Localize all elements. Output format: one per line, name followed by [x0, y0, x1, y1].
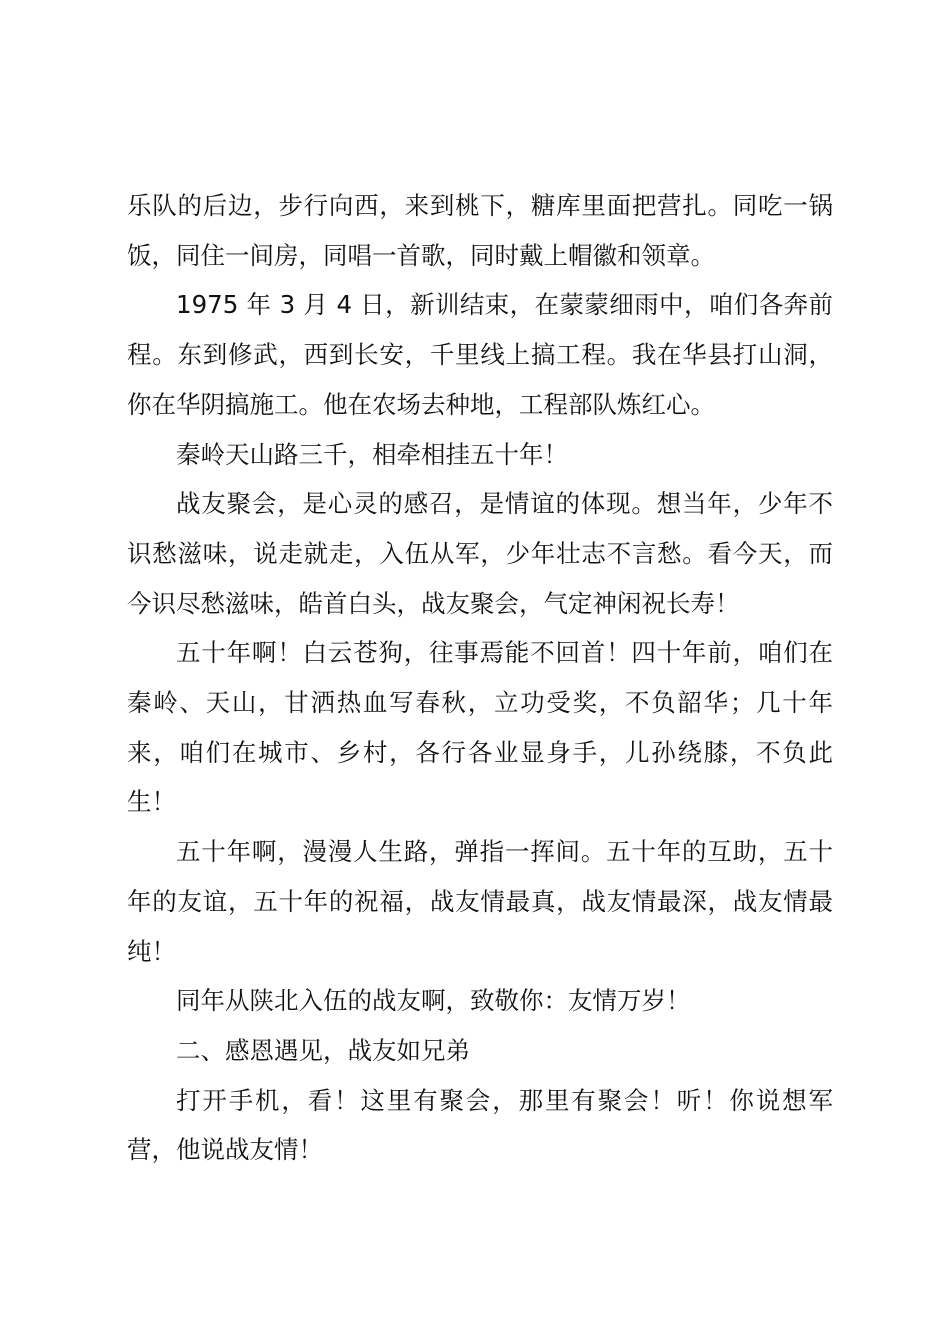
paragraph-open-phone: 打开手机，看！这里有聚会，那里有聚会！听！你说想军营，他说战友情！ — [127, 1085, 833, 1165]
paragraph-qinling-tianshan: 秦岭天山路三千，相牵相挂五十年！ — [176, 439, 568, 469]
document-body — [127, 181, 833, 1175]
paragraph-fifty-years-2: 五十年啊，漫漫人生路，弹指一挥间。五十年的互助，五十年的友谊，五十年的祝福，战友情最真，战友情最深，战友情最纯！ — [127, 837, 833, 966]
paragraph-continuation: 乐队的后边，步行向西，来到桃下，糖库里面把营扎。同吃一锅饭，同住一间房，同唱一首歌，同时戴上帽徽和领章。 — [127, 191, 833, 270]
section-heading: 二、感恩遇见，战友如兄弟 — [176, 1035, 470, 1065]
paragraph-salute: 同年从陕北入伍的战友啊，致敬你：友情万岁！ — [176, 986, 691, 1016]
paragraph-training-end: 1975 年 3 月 4 日，新训结束，在蒙蒙细雨中，咱们各奔前程。东到修武，西到长安，千里线上搞工程。我在华县打山洞，你在华阴搞施工。他在农场去种地，工程部队炼红心。 — [127, 290, 833, 419]
paragraph-reunion: 战友聚会，是心灵的感召，是情谊的体现。想当年，少年不识愁滋味，说走就走，入伍从军，少年壮志不言愁。看今天，而今识尽愁滋味，皓首白头，战友聚会，气定神闲祝长寿！ — [127, 489, 833, 618]
paragraph-fifty-years-1: 五十年啊！白云苍狗，往事焉能不回首！四十年前，咱们在秦岭、天山，甘洒热血写春秋，立功受奖，不负韶华；几十年来，咱们在城市、乡村，各行各业显身手，儿孙绕膝，不负此生！ — [127, 638, 833, 817]
